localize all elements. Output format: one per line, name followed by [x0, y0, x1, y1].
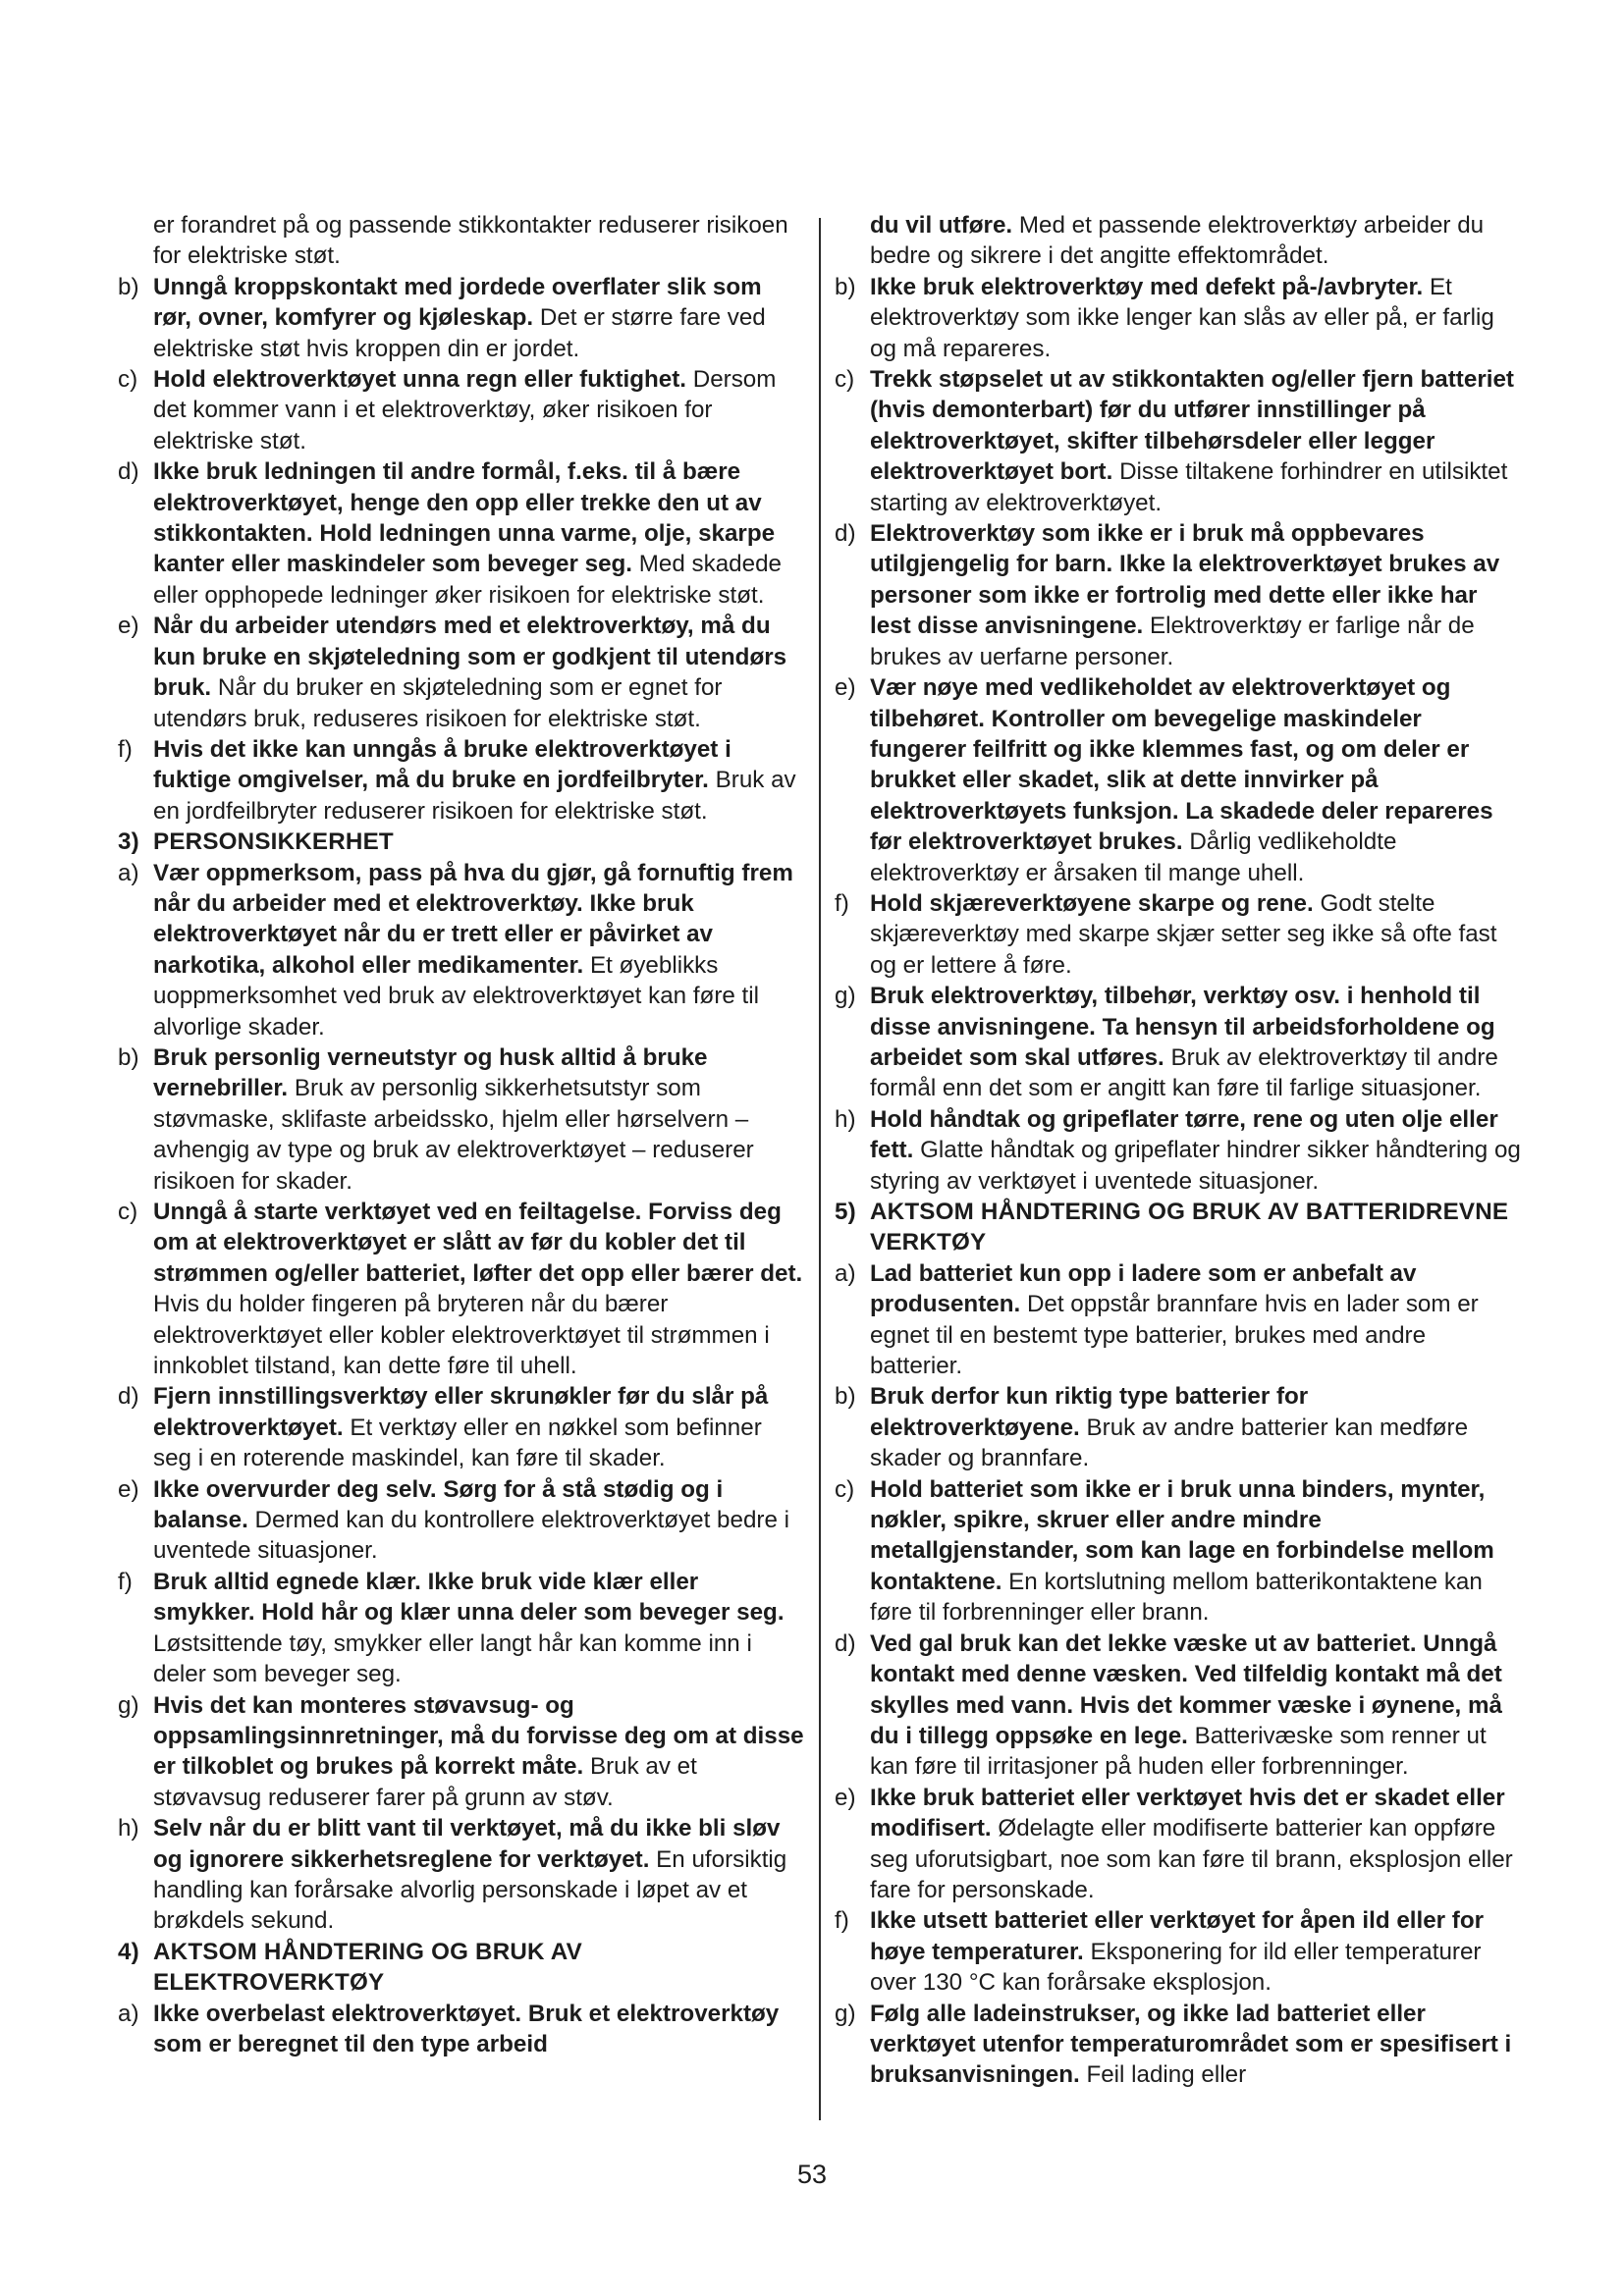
- column-divider: [819, 218, 821, 2120]
- instruction-text: Eksponering for ild eller temperaturer over 130 °C kan forårsake eksplosjon.: [870, 1938, 1482, 1997]
- instruction-item: [118, 1197, 805, 1381]
- item-marker: 4): [118, 1938, 139, 1965]
- instruction-item: [118, 611, 805, 734]
- instruction-bold: Selv når du er blitt vant til verktøyet, må du ikke bli sløv og ignorere sikkerhetsreglene for verktøyet.: [153, 1815, 781, 1873]
- item-marker: a): [118, 859, 139, 886]
- instruction-bold: Trekk støpselet ut av stikkontakten og/eller fjern batteriet (hvis demonterbart) før du utfører innstillinger på elektroverktøyet, skifter tilbehørsdeler eller legger elektroverktøyet bort.: [870, 366, 1514, 486]
- instruction-bold: Ikke bruk ledningen til andre formål, f.eks. til å bære elektroverktøyet, henge den opp eller trekke den ut av stikkontakten. Hold ledningen unna varme, olje, skarpe kanter eller maskindeler som beveger seg.: [153, 458, 776, 578]
- item-marker: g): [835, 983, 856, 1010]
- instruction-text: Disse tiltakene forhindrer en utilsiktet starting av elektroverktøyet.: [870, 458, 1508, 516]
- instruction-bold: Vær nøye med vedlikeholdet av elektroverktøyet og tilbehøret. Kontroller om bevegelige maskindeler fungerer feilfritt og ikke klemmes fast, og om deler er brukket eller skadet, slik at dette innvirker på elektroverktøyets funksjon. La skadede deler repareres før elektroverktøyet brukes.: [870, 674, 1493, 856]
- instruction-bold: Hvis det ikke kan unngås å bruke elektroverktøyet i fuktige omgivelser, må du bruke en jordfeilbryter.: [153, 735, 731, 794]
- instruction-item: [118, 1999, 805, 2060]
- instruction-bold: Ikke overvurder deg selv. Sørg for å stå stødig og i balanse.: [153, 1475, 724, 1534]
- item-marker: h): [118, 1815, 139, 1842]
- instruction-text: Et elektroverktøy som ikke lenger kan slås av eller på, er farlig og må repareres.: [870, 273, 1494, 362]
- instruction-item: [118, 734, 805, 827]
- instruction-bold: Ikke bruk elektroverktøy med defekt på-/avbryter.: [870, 273, 1424, 300]
- instruction-item: [835, 1629, 1522, 1783]
- instruction-text: Bruk av et støvavsug reduserer farer på grunn av støv.: [153, 1753, 697, 1811]
- page-number: 53: [796, 2160, 828, 2189]
- item-marker: f): [118, 1568, 133, 1595]
- instruction-bold: Elektroverktøy som ikke er i bruk må oppbevares utilgjengelig for barn. Ikke la elektroverktøyet brukes av personer som ikke er fortrolig med dette eller ikke har lest disse anvisningene.: [870, 520, 1500, 640]
- instruction-text: Med skadede eller opphopede ledninger øker risikoen for elektriske støt.: [153, 551, 782, 609]
- instruction-text: Dårlig vedlikeholdte elektroverktøy er årsaken til mange uhell.: [870, 828, 1397, 886]
- item-marker: f): [835, 1907, 849, 1935]
- section-heading: [118, 1937, 805, 1999]
- item-marker: g): [835, 2000, 856, 2027]
- instruction-text: Et verktøy eller en nøkkel som befinner seg i en roterende maskindel, kan føre til skader.: [153, 1414, 762, 1472]
- instruction-item: [835, 888, 1522, 981]
- item-marker: b): [118, 1043, 139, 1071]
- instruction-text: Glatte håndtak og gripeflater hindrer sikker håndtering og styring av verktøyet i uventede situasjoner.: [870, 1137, 1521, 1195]
- item-marker: b): [835, 273, 856, 300]
- instruction-bold: Hold skjæreverktøyene skarpe og rene.: [870, 889, 1314, 917]
- item-marker: e): [835, 1784, 856, 1811]
- instruction-item: [118, 1381, 805, 1473]
- item-marker: d): [835, 1629, 856, 1657]
- instruction-text: Når du bruker en skjøteledning som er egnet for utendørs bruk, reduseres risikoen for elektriske støt.: [153, 674, 723, 732]
- item-marker: e): [835, 674, 856, 702]
- instruction-item: [118, 858, 805, 1042]
- item-marker: a): [118, 2000, 139, 2027]
- instruction-text: Med et passende elektroverktøy arbeider du bedre og sikrere i det angitte effektområdet.: [870, 212, 1485, 270]
- instruction-item: [835, 1905, 1522, 1998]
- instruction-bold: Ikke utsett batteriet eller verktøyet for åpen ild eller for høye temperaturer.: [870, 1907, 1485, 1965]
- heading-text: PERSONSIKKERHET: [153, 828, 394, 856]
- right-column: [835, 210, 1522, 2091]
- instruction-bold: Ikke overbelast elektroverktøyet. Bruk et elektroverktøy som er beregnet til den type arbeid: [153, 2000, 780, 2057]
- instruction-text: Bruk av andre batterier kan medføre skader og brannfare.: [870, 1414, 1469, 1472]
- item-marker: e): [118, 1475, 139, 1503]
- instruction-text: Løstsittende tøy, smykker eller langt hår kan komme inn i deler som beveger seg.: [153, 1629, 752, 1688]
- item-marker: b): [835, 1383, 856, 1411]
- instruction-bold: Bruk personlig verneutstyr og husk alltid å bruke vernebriller.: [153, 1043, 708, 1102]
- item-marker: 5): [835, 1199, 856, 1225]
- heading-text: AKTSOM HÅNDTERING OG BRUK AV ELEKTROVERKTØY: [153, 1938, 582, 1997]
- instruction-text: Hvis du holder fingeren på bryteren når du bærer elektroverktøyet eller kobler elektroverktøyet til strømmen i innkoblet tilstand, kan dette føre til uhell.: [153, 1291, 770, 1380]
- instruction-item: [118, 1474, 805, 1567]
- item-marker: c): [118, 366, 138, 394]
- item-marker: a): [835, 1259, 856, 1287]
- instruction-text: En uforsiktig handling kan forårsake alvorlig personskade i løpet av et brøkdels sekund.: [153, 1845, 787, 1935]
- instruction-item: [835, 1381, 1522, 1473]
- instruction-item: [835, 672, 1522, 888]
- instruction-item: [118, 1813, 805, 1937]
- item-marker: f): [835, 889, 849, 917]
- instruction-bold: Når du arbeider utendørs med et elektroverktøy, må du kun bruke en skjøteledning som er godkjent til utendørs bruk.: [153, 613, 787, 702]
- continued-paragraph: [835, 210, 1522, 272]
- item-marker: c): [118, 1199, 138, 1225]
- instruction-text: Et øyeblikks uoppmerksomhet ved bruk av elektroverktøyet kan føre til alvorlige skader.: [153, 951, 760, 1041]
- section-heading: [118, 827, 805, 857]
- continued-paragraph: [118, 210, 805, 272]
- instruction-text: Godt stelte skjæreverktøy med skarpe skjær setter seg ikke så ofte fast og er lettere å føre.: [870, 889, 1497, 979]
- instruction-bold: Ved gal bruk kan det lekke væske ut av batteriet. Unngå kontakt med denne væsken. Ved tilfeldig kontakt må det skylles med vann. Hvis det kommer væske i øynene, må du i tillegg oppsøke en lege.: [870, 1629, 1502, 1749]
- instruction-text: Bruk av personlig sikkerhetsutstyr som støvmaske, sklifaste arbeidssko, hjelm eller hørselvern – avhengig av type og bruk av elektroverktøyet – reduserer risikoen for skader.: [153, 1075, 754, 1195]
- instruction-text: Elektroverktøy er farlige når de brukes av uerfarne personer.: [870, 613, 1475, 670]
- instruction-item: [835, 1258, 1522, 1382]
- item-marker: e): [118, 613, 139, 640]
- item-marker: c): [835, 1475, 855, 1503]
- instruction-bold: Hold batteriet som ikke er i bruk unna binders, mynter, nøkler, spikre, skruer eller andre mindre metallgjenstander, som kan lage en forbindelse mellom kontaktene.: [870, 1475, 1494, 1595]
- instruction-bold: Ikke bruk batteriet eller verktøyet hvis det er skadet eller modifisert.: [870, 1784, 1505, 1842]
- item-marker: b): [118, 273, 139, 300]
- instruction-item: [118, 1567, 805, 1690]
- instruction-text: Feil lading eller: [1086, 2061, 1247, 2089]
- instruction-text: Dersom det kommer vann i et elektroverktøy, øker risikoen for elektriske støt.: [153, 366, 777, 454]
- instruction-bold: Lad batteriet kun opp i ladere som er anbefalt av produsenten.: [870, 1259, 1417, 1318]
- instruction-item: [835, 1104, 1522, 1197]
- instruction-bold: Vær oppmerksom, pass på hva du gjør, gå fornuftig frem når du arbeider med et elektroverktøy. Ikke bruk elektroverktøyet når du er trett eller er påvirket av narkotika, alkohol eller medikamenter.: [153, 859, 793, 979]
- instruction-bold: Bruk alltid egnede klær. Ikke bruk vide klær eller smykker. Hold hår og klær unna deler som beveger seg.: [153, 1568, 785, 1627]
- instruction-text: Dermed kan du kontrollere elektroverktøyet bedre i uventede situasjoner.: [153, 1507, 790, 1565]
- instruction-item: [118, 1042, 805, 1197]
- instruction-bold: Følg alle ladeinstrukser, og ikke lad batteriet eller verktøyet utenfor temperaturområdet som er spesifisert i bruksanvisningen.: [870, 2000, 1512, 2089]
- instruction-text: Bruk av en jordfeilbryter reduserer risikoen for elektriske støt.: [153, 767, 796, 825]
- instruction-bold: Hold håndtak og gripeflater tørre, rene og uten olje eller fett.: [870, 1105, 1498, 1164]
- instruction-text: Det oppstår brannfare hvis en lader som er egnet til en bestemt type batterier, brukes med andre batterier.: [870, 1291, 1479, 1380]
- item-marker: d): [835, 520, 856, 548]
- instruction-text: Det er større fare ved elektriske støt hvis kroppen din er jordet.: [153, 304, 766, 362]
- item-marker: d): [118, 1383, 139, 1411]
- instruction-item: [835, 1783, 1522, 1906]
- item-marker: c): [835, 366, 855, 394]
- instruction-item: [118, 1690, 805, 1814]
- item-marker: h): [835, 1105, 856, 1133]
- instruction-text: Ødelagte eller modifiserte batterier kan oppføre seg uforutsigbart, noe som kan føre til brann, eksplosjon eller fare for personskade.: [870, 1815, 1513, 1903]
- instruction-bold: Unngå å starte verktøyet ved en feiltagelse. Forviss deg om at elektroverktøyet er slått av før du kobler det til strømmen og/eller batteriet, løfter det opp eller bærer det.: [153, 1199, 803, 1287]
- instruction-bold: Bruk elektroverktøy, tilbehør, verktøy osv. i henhold til disse anvisningene. Ta hensyn til arbeidsforholdene og arbeidet som skal utføres.: [870, 983, 1495, 1071]
- instruction-item: [835, 518, 1522, 672]
- instruction-text: En kortslutning mellom batterikontaktene kan føre til forbrenninger eller brann.: [870, 1568, 1483, 1627]
- item-marker: g): [118, 1691, 139, 1719]
- section-heading: [835, 1197, 1522, 1258]
- instruction-item: [835, 1474, 1522, 1629]
- heading-text: AKTSOM HÅNDTERING OG BRUK AV BATTERIDREVNE VERKTØY: [870, 1199, 1509, 1256]
- instruction-item: [118, 272, 805, 364]
- instruction-bold: Fjern innstillingsverktøy eller skrunøkler før du slår på elektroverktøyet.: [153, 1383, 769, 1441]
- item-marker: f): [118, 735, 133, 763]
- instruction-item: [835, 364, 1522, 518]
- instruction-item: [118, 456, 805, 611]
- item-marker: 3): [118, 828, 139, 856]
- instruction-item: [835, 981, 1522, 1104]
- instruction-bold: Bruk derfor kun riktig type batterier for elektroverktøyene.: [870, 1383, 1309, 1441]
- instruction-item: [118, 364, 805, 456]
- instruction-bold: du vil utføre.: [870, 212, 1013, 239]
- instruction-item: [835, 272, 1522, 364]
- instruction-text: er forandret på og passende stikkontakter reduserer risikoen for elektriske støt.: [153, 212, 788, 270]
- instruction-bold: Hold elektroverktøyet unna regn eller fuktighet.: [153, 366, 686, 394]
- instruction-bold: Unngå kroppskontakt med jordede overflater slik som rør, ovner, komfyrer og kjøleskap.: [153, 273, 762, 332]
- left-column: [118, 210, 805, 2059]
- item-marker: d): [118, 458, 139, 486]
- instruction-bold: Hvis det kan monteres støvavsug- og oppsamlingsinnretninger, må du forvisse deg om at disse er tilkoblet og brukes på korrekt måte.: [153, 1691, 804, 1781]
- instruction-item: [835, 1999, 1522, 2091]
- instruction-text: Batterivæske som renner ut kan føre til irritasjoner på huden eller forbrenninger.: [870, 1722, 1487, 1781]
- instruction-text: Bruk av elektroverktøy til andre formål enn det som er angitt kan føre til farlige situasjoner.: [870, 1043, 1498, 1102]
